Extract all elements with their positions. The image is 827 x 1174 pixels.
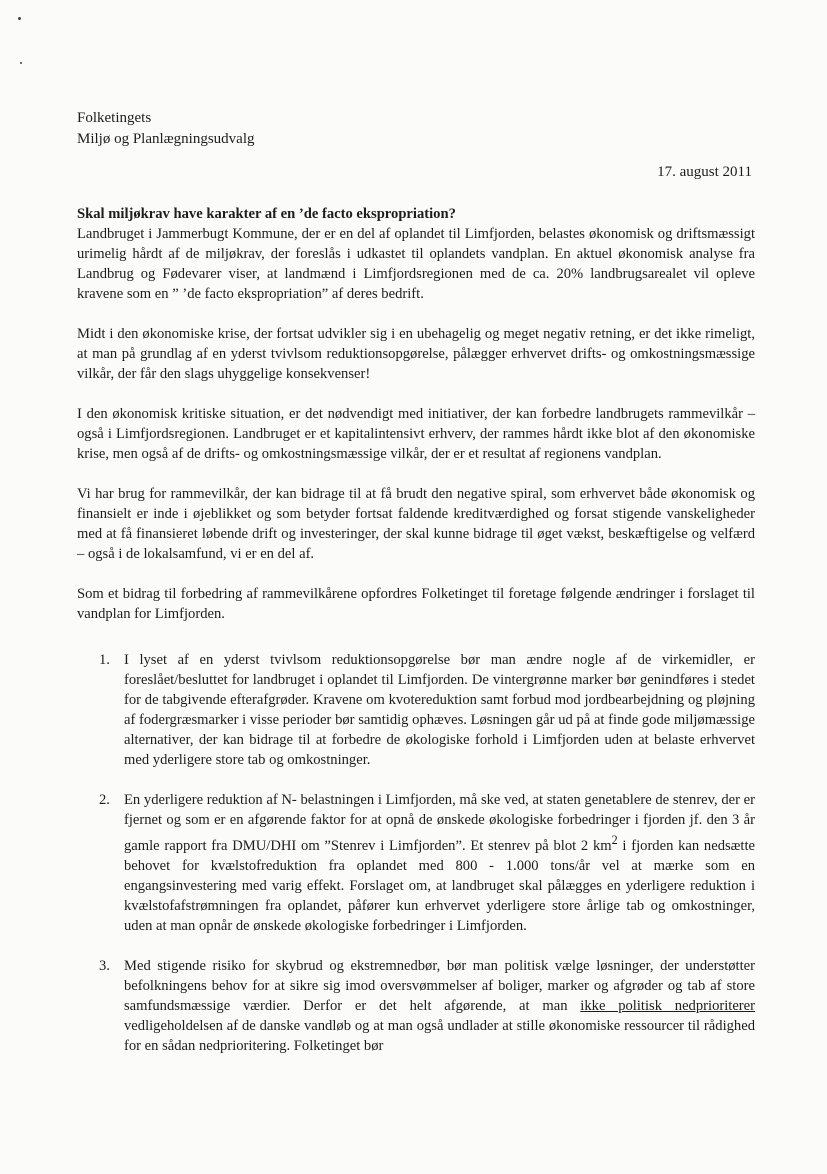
body-paragraph: Midt i den økonomiske krise, der fortsat udvikler sig i en ubehagelig og meget negativ retning, er det ikke rimeligt, at man på grundlag af en yderst tvivlsom reduktionsopgørelse, pålægger erhvervet drifts- og omkostningsmæssige vilkår, der får den slags uhyggelige konsekvenser! [77,326,755,382]
scan-speck [18,17,21,20]
body-paragraph: I den økonomisk kritiske situation, er det nødvendigt med initiativer, der kan forbedre landbrugets rammevilkår – også i Limfjordsregionen. Landbruget er et kapitalintensivt erhverv, der rammes hårdt ikke blot af den økonomiske krise, men også af de drifts- og omkostningsmæssige vilkår, der er et resultat af regionens vandplan. [77,406,755,462]
recipient-line: Folketingets [77,110,152,126]
body-paragraph: Som et bidrag til forbedring af rammevilkårene opfordres Folketinget til foretage følgende ændringer i forslaget til vandplan for Limfjorden. [77,586,755,622]
proposal-list [77,650,755,1056]
list-item-text: Med stigende risiko for skybrud og ekstremnedbør, bør man politisk vælge løsninger, der understøtter befolkningens behov for at sikre sig imod oversvømmelser af boliger, marker og afgrøder og tab af store samfundsmæssige værdier. Derfor er det helt afgørende, at man [124,957,755,1014]
list-item-text: i fjorden kan nedsætte behovet for kvælstofreduktion fra oplandet med 800 - 1.000 tons/år vel at mærke som en engangsinvestering med varig effekt. Forslaget om, at landbruget skal pålægges en yderligere reduktion i kvælstofafstrømningen fra oplandet, påfører kun erhvervet yderligere store årlige tab og omkostninger, uden at man opnår de ønskede økologiske forbedringer i Limfjorden. [124,837,756,934]
letter-body [77,204,755,1076]
list-item-text: vedligeholdelsen af de danske vandløb og at man også undlader at stille økonomiske ressourcer til rådighed for en sådan nedprioritering. Folketinget bør [124,1017,755,1054]
list-item-text: I lyset af en yderst tvivlsom reduktionsopgørelse bør man ændre nogle af de virkemidler, er foreslået/besluttet for landbruget i oplandet til Limfjorden. De vintergrønne marker bør genindføres i stedet for de tabgivende efterafgrøder. Kravene om kvotereduktion samt forbud mod jordbearbejdning og pløjning af fodergræsmarker i visse perioder bør samtidig ophæves. Løsningen går ud på at finde gode miljømæssige alternativer, der kan bidrage til at forbedre de økologiske forhold i Limfjorden uden at belaste erhvervet med yderligere store tab og omkostninger. [124,652,755,768]
intro-paragraph: Landbruget i Jammerbugt Kommune, der er en del af oplandet til Limfjorden, belastes økonomisk og driftsmæssigt urimelig hårdt af de miljøkrav, der foreslås i udkastet til oplandets vandplan. En aktuel økonomisk analyse fra Landbrug og Fødevarer viser, at landmænd i Limfjordsregionen med de ca. 20% landbrugsarealet vil opleve kravene som en ” ’de facto ekspropriation” af deres bedrift. [77,226,755,302]
recipient-line: Miljø og Planlægningsudvalg [77,131,255,147]
list-number: 2. [99,792,110,808]
list-item [77,790,755,936]
letter-date: 17. august 2011 [657,164,752,180]
recipient-address [77,108,255,150]
underlined-text: ikke politisk nedprioriterer [580,997,756,1014]
body-paragraph: Vi har brug for rammevilkår, der kan bidrage til at få brudt den negative spiral, som erhvervet både økonomisk og finansielt er inde i øjeblikket og som betyder fortsat faldende kreditværdighed og forsat stigende vanskeligheder med at få finansieret løbende drift og investeringer, der skal kunne bidrage til øget vækst, beskæftigelse og velfærd – også i de lokalsamfund, vi er en del af. [77,486,755,562]
letter-heading: Skal miljøkrav have karakter af en ’de facto ekspropriation? [77,206,456,222]
list-item [77,956,755,1056]
list-number: 3. [99,957,110,974]
list-number: 1. [99,652,110,668]
list-item [77,650,755,770]
superscript: 2 [611,833,618,847]
list-item-text: En yderligere reduktion af N- belastningen i Limfjorden, må ske ved, at staten genetablere de stenrev, der er fjernet og som er en afgørende faktor for at opnå de ønskede økologiske forbedringer i fjorden jf. den 3 år gamle rapport fra DMU/DHI om ”Stenrev i Limfjorden”. Et stenrev på blot 2 km [124,792,755,854]
scan-speck [20,62,22,64]
